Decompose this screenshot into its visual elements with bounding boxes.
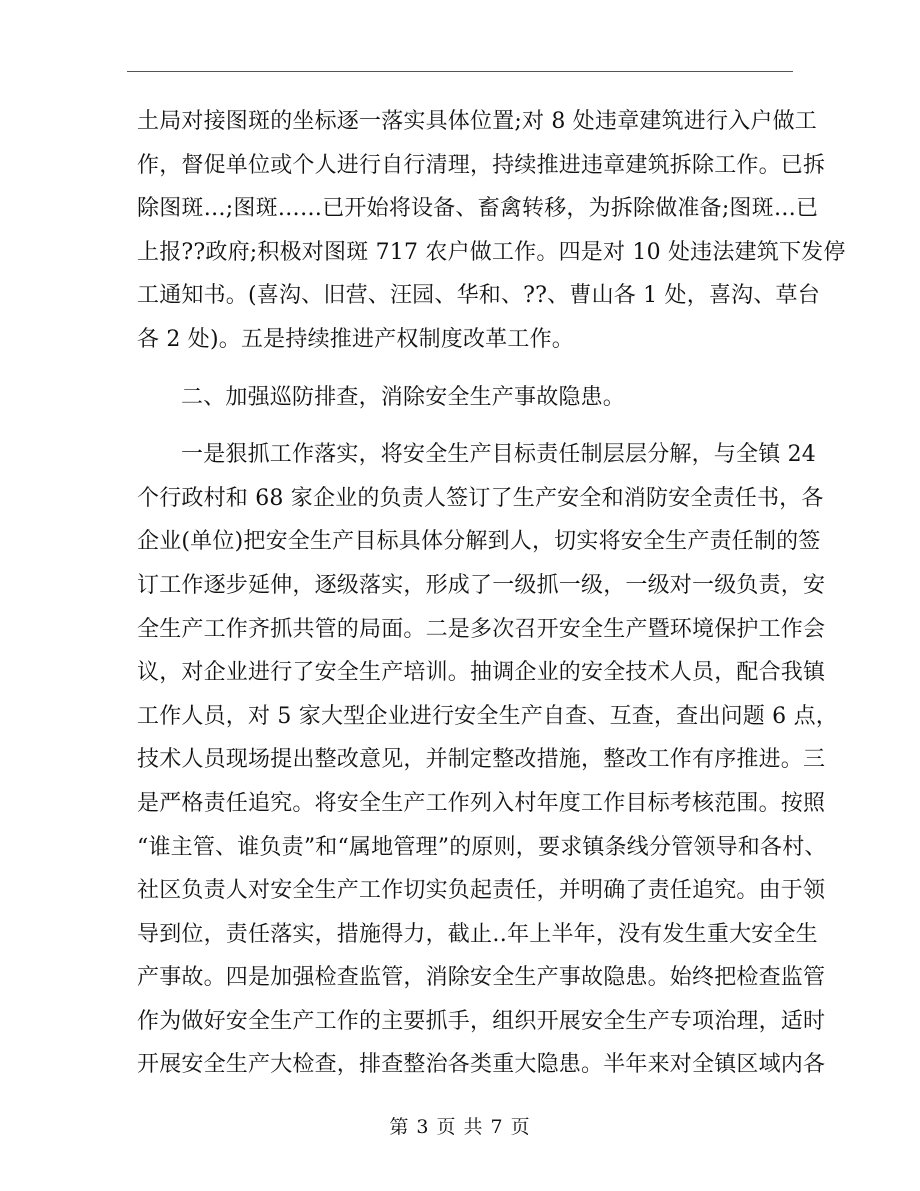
text-line: 全生产工作齐抓共管的局面。二是多次召开安全生产暨环境保护工作会	[137, 616, 826, 642]
text-line: 作，督促单位或个人进行自行清理，持续推进违章建筑拆除工作。已拆	[137, 152, 826, 178]
text-line: 技术人员现场提出整改意见，并制定整改措施，整改工作有序推进。三	[137, 747, 826, 773]
text-line: 一是狠抓工作落实，将安全生产目标责任制层层分解，与全镇 24	[181, 442, 816, 468]
text-line: 个行政村和 68 家企业的负责人签订了生产安全和消防安全责任书，各	[137, 485, 824, 511]
text-line: 社区负责人对安全生产工作切实负起责任，并明确了责任追究。由于领	[137, 878, 826, 904]
text-line: 工作人员，对 5 家大型企业进行安全生产自查、互查，查出问题 6 点，	[137, 703, 838, 729]
text-line: 上报??政府;积极对图斑 717 农户做工作。四是对 10 处违法建筑下发停	[137, 239, 846, 265]
page-body	[137, 100, 846, 1087]
paragraph-demolition	[137, 100, 846, 362]
page-number: 第 3 页 共 7 页	[389, 1116, 531, 1138]
text-line: 作为做好安全生产工作的主要抓手，组织开展安全生产专项治理，适时	[137, 1008, 826, 1034]
text-line: 订工作逐步延伸，逐级落实，形成了一级抓一级，一级对一级负责，安	[137, 572, 826, 598]
text-line: “谁主管、谁负责”和“属地管理”的原则，要求镇条线分管领导和各村、	[137, 834, 827, 860]
section-heading	[137, 376, 797, 420]
text-line: 各 2 处)。五是持续推进产权制度改革工作。	[137, 326, 574, 352]
text-line: 工通知书。(喜沟、旧营、汪园、华和、??、曹山各 1 处，喜沟、草台	[137, 283, 820, 309]
text-line: 产事故。四是加强检查监管，消除安全生产事故隐患。始终把检查监管	[137, 965, 826, 991]
text-line: 议，对企业进行了安全生产培训。抽调企业的安全技术人员，配合我镇	[137, 660, 826, 686]
text-line: 开展安全生产大检查，排查整治各类重大隐患。半年来对全镇区域内各	[137, 1052, 826, 1078]
header-rule	[127, 71, 793, 72]
text-line: 导到位，责任落实，措施得力，截止‥年上半年，没有发生重大安全生	[137, 921, 818, 947]
text-line: 土局对接图斑的坐标逐一落实具体位置;对 8 处违章建筑进行入户做工	[137, 109, 817, 134]
paragraph-safety	[137, 433, 838, 1087]
text-line: 二、加强巡防排查，消除安全生产事故隐患。	[181, 384, 626, 410]
text-line: 企业(单位)把安全生产目标具体分解到人，切实将安全生产责任制的签	[137, 529, 821, 555]
text-line: 是严格责任追究。将安全生产工作列入村年度工作目标考核范围。按照	[137, 790, 826, 816]
text-line: 除图斑…;图斑……已开始将设备、畜禽转移，为拆除做准备;图斑…已	[137, 196, 819, 222]
